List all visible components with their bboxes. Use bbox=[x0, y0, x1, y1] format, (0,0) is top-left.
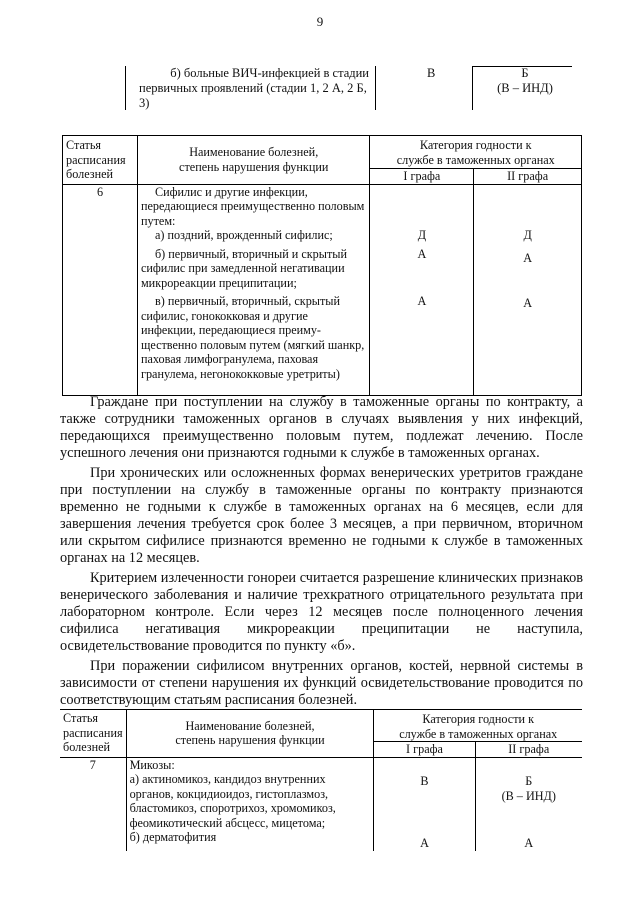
paragraph: Граждане при поступлении на службу в таможенные органы по контракту, а также сотрудники таможенных органов в случаях выявления у них инфекций, передающихся преимущественно половым путем, подлежат лечению. После успешного лечения они признаются годными к службе в таможенных органах. bbox=[60, 394, 583, 461]
fragment-line: первичных проявлений (стадии 1, 2 А, 2 Б, bbox=[139, 81, 367, 95]
header-col2: II графа bbox=[475, 742, 582, 758]
category-col2: Д bbox=[474, 228, 582, 247]
table-row bbox=[60, 772, 582, 830]
header-col2: II графа bbox=[474, 168, 582, 184]
schedule-table-1 bbox=[62, 135, 582, 396]
table-row bbox=[63, 247, 582, 295]
fragment-text bbox=[139, 66, 369, 111]
disease-item: в) первичный, вторичный, скрытый сифилис, гонококковая и другие инфекции, передающиеся преиму- щественно половым путем (мягкий шанкр, паховая лимфогранулема, паховая гранулема, негонококковые уретриты) bbox=[137, 294, 370, 396]
table-row bbox=[60, 757, 582, 772]
table-header-row bbox=[60, 710, 582, 742]
category-col1: Д bbox=[370, 228, 474, 247]
fragment-col2-line: Б bbox=[521, 66, 529, 80]
disease-title: Сифилис и другие инфекции, передающиеся преимущественно половым путем: bbox=[137, 184, 370, 228]
table-row bbox=[63, 294, 582, 396]
disease-item: б) дерматофития bbox=[126, 830, 374, 851]
disease-title: Микозы: bbox=[126, 757, 374, 772]
header-name: Наименование болезней, степень нарушения функции bbox=[126, 710, 374, 758]
fragment-category-col1: В bbox=[427, 66, 436, 80]
header-col1: I графа bbox=[370, 168, 474, 184]
fragment-col2-line: (В – ИНД) bbox=[497, 81, 553, 95]
disease-item: б) первичный, вторичный и скрытый сифилис при замедленной негативации микрореакции преципитации; bbox=[137, 247, 370, 295]
paragraph: Критерием излеченности гонореи считается разрешение клинических признаков венерического заболевания и наличие трехкратного отрицательного результата при лабораторном контроле. Если через 12 месяцев после полноценного лечения сифилиса негативация микрореакции преципитации не наступила, освидетельствование проводится по пункту «б». bbox=[60, 570, 583, 654]
article-number: 7 bbox=[60, 757, 126, 772]
header-name: Наименование болезней, степень нарушения функции bbox=[137, 136, 370, 185]
category-col1: А bbox=[370, 247, 474, 295]
category-col2: Б (В – ИНД) bbox=[475, 772, 582, 830]
table-header-row bbox=[63, 136, 582, 169]
article-number: 6 bbox=[63, 184, 138, 228]
table-row bbox=[60, 830, 582, 851]
paragraph: При поражении сифилисом внутренних органов, костей, нервной системы в зависимости от степени нарушения их функций освидетельствование проводится по соответствующим статьям расписания болезней. bbox=[60, 658, 583, 708]
fragment-line: б) больные ВИЧ-инфекцией в стадии bbox=[170, 66, 369, 80]
category-col1: В bbox=[374, 772, 475, 830]
fragment-category-col2 bbox=[475, 66, 575, 96]
header-category: Категория годности к службе в таможенных органах bbox=[370, 136, 582, 169]
table-continuation-fragment bbox=[125, 52, 580, 112]
header-category: Категория годности к службе в таможенных органах bbox=[374, 710, 582, 742]
category-col1: А bbox=[370, 294, 474, 396]
category-col2: А bbox=[475, 830, 582, 851]
category-col2: А bbox=[474, 247, 582, 295]
disease-item: а) поздний, врожденный сифилис; bbox=[137, 228, 370, 247]
table-row bbox=[63, 184, 582, 228]
fragment-line: 3) bbox=[139, 96, 150, 110]
body-text bbox=[60, 394, 583, 709]
category-col2: А bbox=[474, 294, 582, 396]
header-article: Статья расписания болезней bbox=[60, 710, 126, 758]
header-col1: I графа bbox=[374, 742, 475, 758]
disease-item: а) актиномикоз, кандидоз внутренних органов, кокцидиоидоз, гистоплазмоз, бластомикоз, споротрихоз, хромомикоз, феомикотический абсцесс, мицетома; bbox=[126, 772, 374, 830]
category-col1: А bbox=[374, 830, 475, 851]
table-row bbox=[63, 228, 582, 247]
page-number: 9 bbox=[316, 14, 324, 29]
header-article: Статья расписания болезней bbox=[63, 136, 138, 185]
schedule-table-2 bbox=[60, 709, 582, 851]
paragraph: При хронических или осложненных формах венерических уретритов граждане при поступлении на службу в таможенные органы по контракту признаются временно не годными к службе в таможенных органах на 6 месяцев, если для завершения лечения требуется срок более 3 месяцев, а при первичном, вторичном или скрытом сифилисе признаются временно не годными к службе в таможенных органах на 12 месяцев. bbox=[60, 465, 583, 566]
